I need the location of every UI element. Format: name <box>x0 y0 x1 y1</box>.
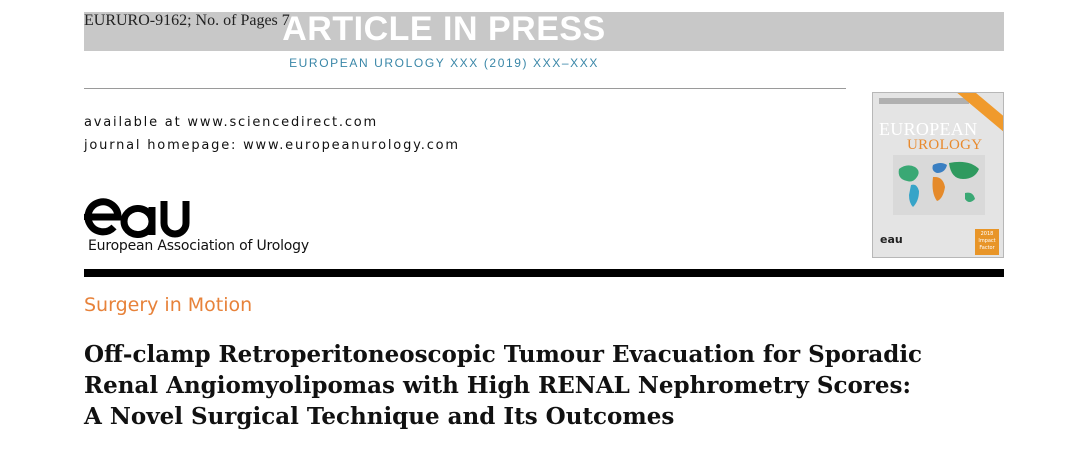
impact-factor-badge: 2018 Impact Factor <box>975 229 999 255</box>
availability-block <box>84 111 460 157</box>
journal-homepage-link[interactable]: journal homepage: www.europeanurology.com <box>84 138 460 153</box>
manuscript-id: EURURO-9162; No. of Pages 7 <box>84 12 290 29</box>
cover-eau-logo: eau <box>880 233 903 246</box>
title-line: Off-clamp Retroperitoneoscopic Tumour Evacuation for Sporadic <box>84 341 923 368</box>
society-name: European Association of Urology <box>88 238 309 254</box>
title-line: Renal Angiomyolipomas with High RENAL Nephrometry Scores: <box>84 372 911 399</box>
article-in-press-label: ARTICLE IN PRESS <box>282 10 606 48</box>
cover-title-line1: EUROPEAN <box>879 119 978 139</box>
journal-cover-image[interactable] <box>872 92 1004 258</box>
eau-logo-icon <box>84 197 194 239</box>
world-map-icon <box>893 155 985 215</box>
cover-title-line2: UROLOGY <box>907 137 983 153</box>
article-title <box>84 339 1024 432</box>
header-divider <box>84 88 846 89</box>
cover-header-strip <box>879 98 969 104</box>
title-divider <box>84 269 1004 277</box>
section-label: Surgery in Motion <box>84 294 253 316</box>
title-line: A Novel Surgical Technique and Its Outcomes <box>84 403 675 430</box>
sciencedirect-link[interactable]: available at www.sciencedirect.com <box>84 115 379 130</box>
journal-citation-line: EUROPEAN UROLOGY XXX (2019) XXX–XXX <box>289 56 599 70</box>
